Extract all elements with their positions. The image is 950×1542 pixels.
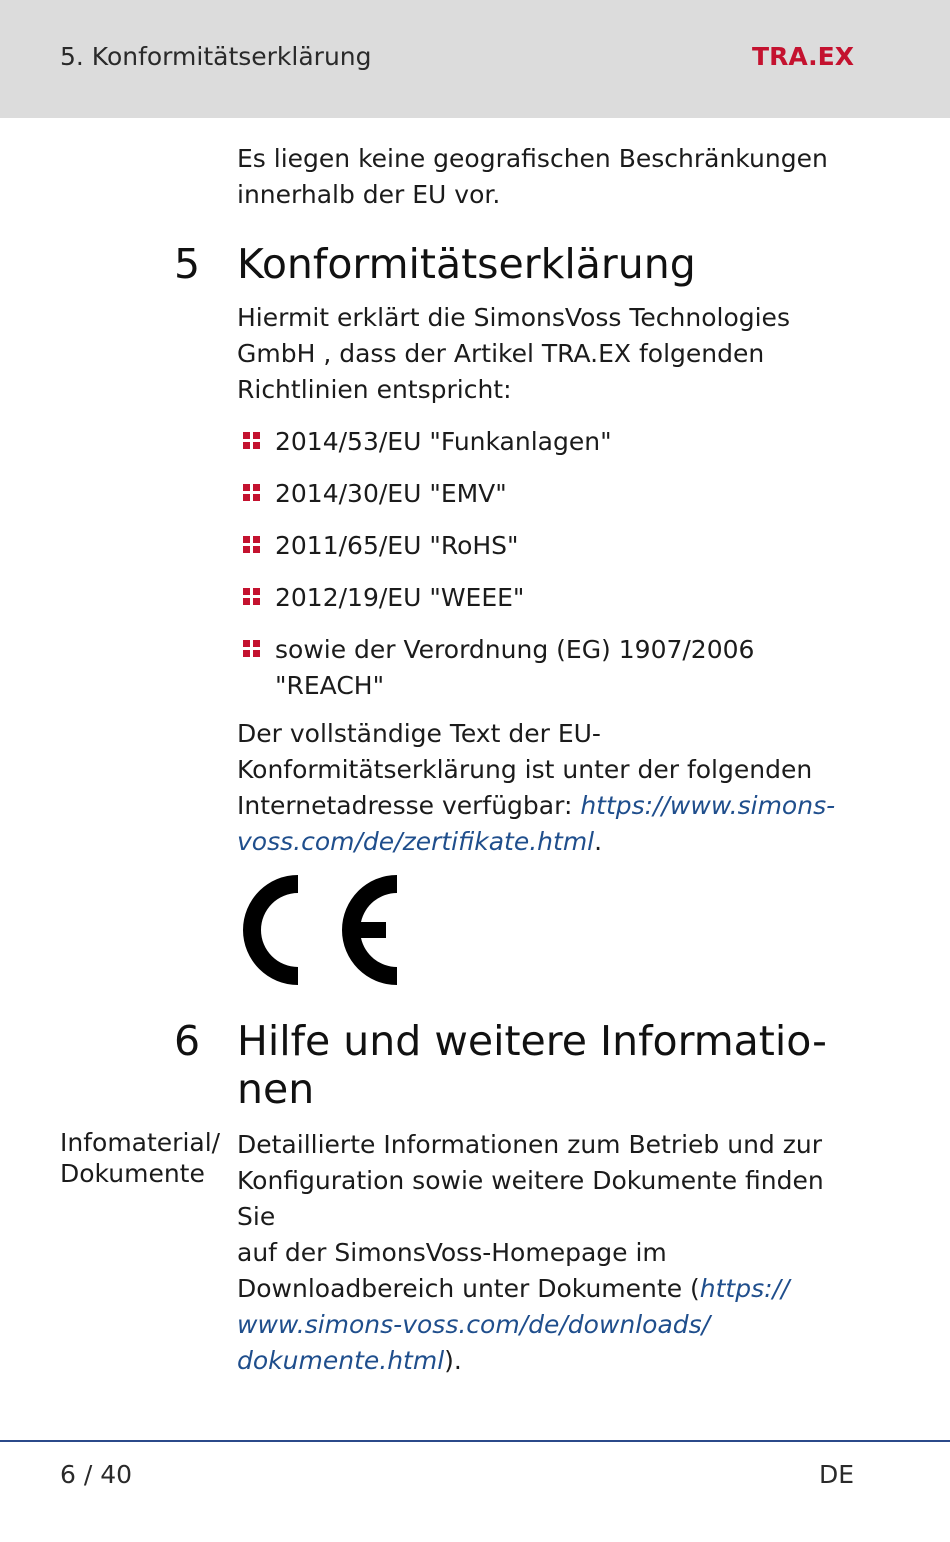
header-product-name: TRA.EX [752,42,854,71]
paragraph-line: auf der SimonsVoss-Homepage im [237,1238,667,1267]
page-number: 6 / 40 [60,1460,133,1489]
list-item [237,424,862,460]
list-item [237,632,862,704]
red-square-bullet-icon [243,432,261,450]
paragraph-line: Detaillierte Informationen zum Betrieb und zur [237,1130,822,1159]
section-5-intro-paragraph [237,300,862,408]
paragraph-text: Downloadbereich unter Dokumente ( [237,1274,700,1303]
header-section-title: 5. Konformitätserklärung [60,42,372,71]
section-6-title [237,1017,862,1113]
paragraph-line: Konfiguration sowie weitere Dokumente finden Sie [237,1166,824,1231]
paragraph-line: GmbH , dass der Artikel TRA.EX folgenden [237,339,765,368]
list-item [237,580,862,616]
paragraph-line [237,824,862,860]
margin-label-line: Dokumente [60,1159,205,1188]
margin-label-line: Infomaterial/ [60,1128,221,1157]
section-6-paragraph [237,1127,862,1379]
list-item-text: 2011/65/EU "RoHS" [275,531,519,560]
red-square-bullet-icon [243,588,261,606]
paragraph-line: Der vollständige Text der EU- [237,719,601,748]
paragraph-line: Richtlinien entspricht: [237,375,512,404]
paragraph-line: Konformitätserklärung ist unter der folgenden [237,755,813,784]
section-5-number: 5 [174,240,201,288]
paragraph-text: ). [444,1346,462,1375]
footer-divider [0,1440,950,1442]
list-item [237,476,862,512]
paragraph-line: Hiermit erklärt die SimonsVoss Technologies [237,303,790,332]
downloads-link-continuation[interactable]: dokumente.html [237,1346,445,1375]
directives-list [237,424,862,720]
red-square-bullet-icon [243,536,261,554]
downloads-link[interactable]: https:// [699,1274,790,1303]
paragraph-text: Internetadresse verfügbar: [237,791,581,820]
paragraph-line [237,1307,862,1343]
paragraph-line [237,1343,862,1379]
section-6-number: 6 [174,1017,201,1065]
downloads-link-continuation[interactable]: www.simons-voss.com/de/downloads/ [237,1310,711,1339]
paragraph-line [237,788,862,824]
section-5-title: Konformitätserklärung [237,240,696,288]
ce-mark-logo [236,872,400,988]
list-item-text: sowie der Verordnung (EG) 1907/2006 [275,635,755,664]
title-line: Hilfe und weitere Informatio- [237,1017,827,1065]
certificate-link-continuation[interactable]: voss.com/de/zertifikate.html [237,827,595,856]
list-item [237,528,862,564]
paragraph-line [237,1271,862,1307]
red-square-bullet-icon [243,640,261,658]
intro-line: innerhalb der EU vor. [237,180,501,209]
page-header [0,0,950,118]
intro-paragraph [237,141,862,213]
paragraph-text: . [594,827,603,856]
certificate-link[interactable]: https://www.simons- [580,791,836,820]
list-item-text: 2012/19/EU "WEEE" [275,583,525,612]
list-item-text: 2014/30/EU "EMV" [275,479,507,508]
title-line: nen [237,1065,315,1113]
list-item-text-continuation: "REACH" [275,671,385,700]
certificate-paragraph [237,716,862,860]
margin-label-infomaterial [60,1127,230,1189]
intro-line: Es liegen keine geografischen Beschränkungen [237,144,828,173]
language-code: DE [818,1460,854,1489]
list-item-text: 2014/53/EU "Funkanlagen" [275,427,612,456]
red-square-bullet-icon [243,484,261,502]
